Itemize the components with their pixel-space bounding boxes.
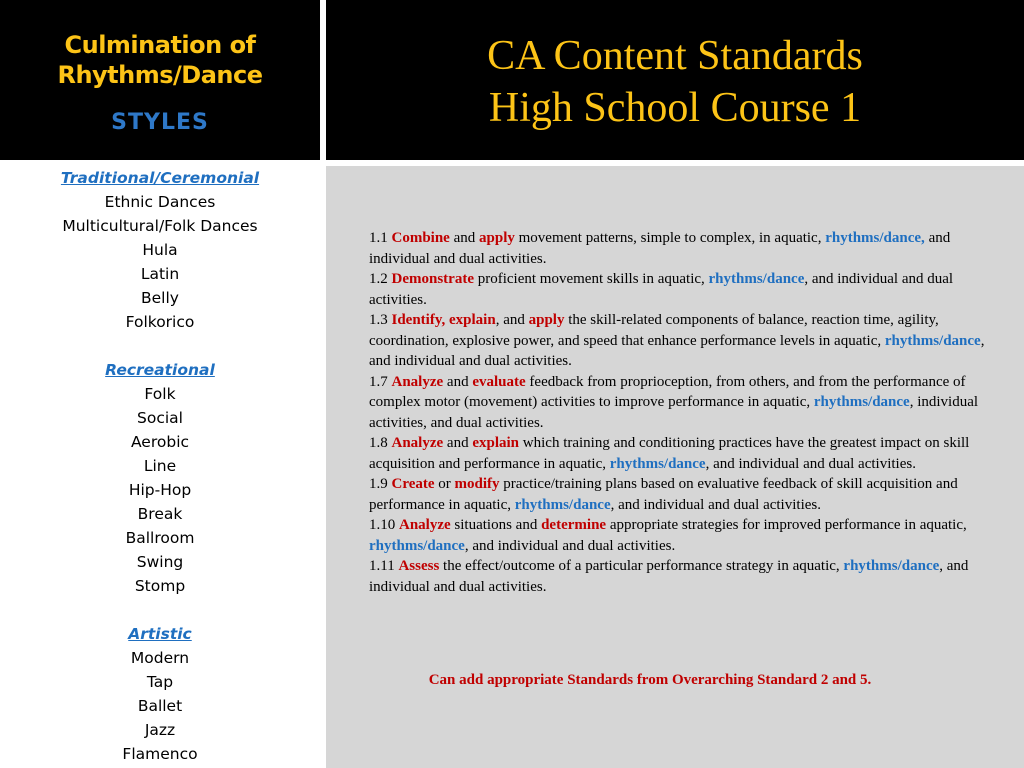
standard-text: 1.7: [369, 373, 392, 390]
rhythms-dance-term: rhythms/dance: [514, 496, 611, 513]
standard-item: [369, 310, 989, 372]
category-spacer: [0, 598, 320, 622]
category-heading: Traditional/Ceremonial: [60, 169, 260, 187]
standards-panel: [326, 166, 1024, 768]
standard-text: feedback from proprioception, from others, and from the performance of complex motor (movement) activities to improve performance in aquatic,: [369, 373, 966, 410]
standard-text: movement patterns, simple to complex, in aquatic,: [514, 230, 826, 246]
standards-list: [369, 228, 989, 597]
header-left: [0, 0, 320, 160]
standard-text: practice/training plans based on evaluative feedback of skill acquisition and performance in aquatic,: [369, 476, 958, 513]
style-item: Folk: [144, 385, 176, 403]
standard-text: , and individual and dual activities.: [705, 455, 916, 472]
standard-text: the skill-related components of balance, reaction time, agility, coordination, explosive power, and speed that enhance performance levels in aquatic,: [369, 312, 939, 349]
style-item: Stomp: [134, 577, 186, 595]
standard-text: , and individual and dual activities.: [369, 332, 985, 369]
standard-text: 1.11: [369, 558, 399, 574]
rhythms-dance-term: rhythms/dance: [369, 537, 465, 554]
style-item: Modern: [130, 649, 190, 667]
standard-item: [369, 515, 989, 556]
standard-item: [369, 474, 989, 515]
header-right: [326, 0, 1024, 160]
standard-item: [369, 433, 989, 474]
style-item: Social: [137, 409, 183, 427]
style-item: Break: [137, 505, 183, 523]
page-title-line1: CA Content Standards: [487, 33, 863, 79]
standard-text: , and individual and dual activities.: [464, 537, 676, 554]
action-verb: Analyze: [391, 373, 444, 390]
style-item: Ballet: [137, 697, 183, 715]
standard-text: proficient movement skills in aquatic,: [473, 271, 709, 287]
style-item: Multicultural/Folk Dances: [62, 217, 258, 235]
standard-text: 1.3: [369, 312, 392, 328]
action-verb: evaluate: [472, 373, 526, 390]
style-item: Folkorico: [125, 313, 195, 331]
footnote: Can add appropriate Standards from Overarching Standard 2 and 5.: [428, 672, 872, 688]
styles-list: [0, 166, 320, 766]
action-verb: Assess: [398, 558, 440, 574]
sidebar-title-line1: Culmination of: [64, 31, 256, 59]
styles-label: STYLES: [111, 110, 209, 135]
style-item: Ethnic Dances: [104, 193, 216, 211]
style-item: Hip-Hop: [128, 481, 192, 499]
action-verb: Analyze: [391, 435, 444, 451]
category-spacer: [0, 334, 320, 358]
standard-text: , and individual and dual activities.: [369, 271, 954, 308]
standard-text: 1.10: [369, 517, 399, 533]
action-verb: Identify, explain: [391, 312, 496, 328]
style-item: Swing: [136, 553, 184, 571]
standard-text: , and individual and dual activities.: [369, 558, 969, 595]
style-item: Aerobic: [130, 433, 190, 451]
sidebar-title-line2: Rhythms/Dance: [57, 61, 263, 89]
style-item: Tap: [146, 673, 174, 691]
style-item: Belly: [141, 289, 179, 307]
rhythms-dance-term: rhythms/dance: [609, 455, 706, 472]
action-verb: determine: [541, 517, 607, 533]
category-heading: Artistic: [128, 625, 192, 643]
style-item: Line: [143, 457, 177, 475]
standard-text: , individual activities, and dual activities.: [369, 394, 979, 431]
page-title-line2: High School Course 1: [488, 85, 862, 131]
standard-text: 1.1: [369, 230, 392, 246]
action-verb: Create: [391, 476, 435, 492]
style-item: Jazz: [144, 721, 176, 739]
rhythms-dance-term: rhythms/dance: [884, 332, 981, 349]
action-verb: explain: [472, 435, 520, 451]
standard-text: and: [443, 373, 473, 390]
style-item: Ballroom: [125, 529, 195, 547]
standard-item: [369, 228, 989, 269]
standard-item: [369, 372, 989, 434]
standard-item: [369, 556, 989, 597]
standard-text: which training and conditioning practices have the greatest impact on skill acquisition and performance in aquatic,: [369, 435, 970, 472]
standard-text: and individual and dual activities.: [369, 230, 951, 267]
standard-text: or: [434, 476, 455, 492]
styles-list-panel: [0, 166, 320, 768]
rhythms-dance-term: rhythms/dance: [708, 271, 805, 287]
category-heading: Recreational: [105, 361, 215, 379]
page-title: [326, 30, 1024, 134]
style-item: Hula: [142, 241, 178, 259]
action-verb: Demonstrate: [391, 271, 474, 287]
standard-text: 1.8: [369, 435, 392, 451]
sidebar-title: [0, 30, 320, 90]
standard-text: 1.2: [369, 271, 392, 287]
standard-text: 1.9: [369, 476, 392, 492]
style-item: Latin: [140, 265, 180, 283]
standard-text: , and: [495, 312, 529, 328]
action-verb: Combine: [391, 230, 450, 246]
standard-text: and: [449, 230, 480, 246]
action-verb: apply: [528, 312, 565, 328]
action-verb: modify: [454, 476, 500, 492]
standard-text: situations and: [450, 517, 542, 533]
standard-text: and: [443, 435, 473, 451]
rhythms-dance-term: rhythms/dance,: [825, 230, 925, 246]
action-verb: Analyze: [399, 517, 451, 533]
rhythms-dance-term: rhythms/dance: [813, 394, 910, 410]
standard-text: appropriate strategies for improved performance in aquatic,: [606, 517, 967, 533]
style-item: Flamenco: [122, 745, 198, 763]
standard-text: , and individual and dual activities.: [610, 496, 821, 513]
standard-item: [369, 269, 989, 310]
rhythms-dance-term: rhythms/dance: [843, 558, 940, 574]
standard-text: the effect/outcome of a particular performance strategy in aquatic,: [439, 558, 844, 574]
action-verb: apply: [479, 230, 515, 246]
